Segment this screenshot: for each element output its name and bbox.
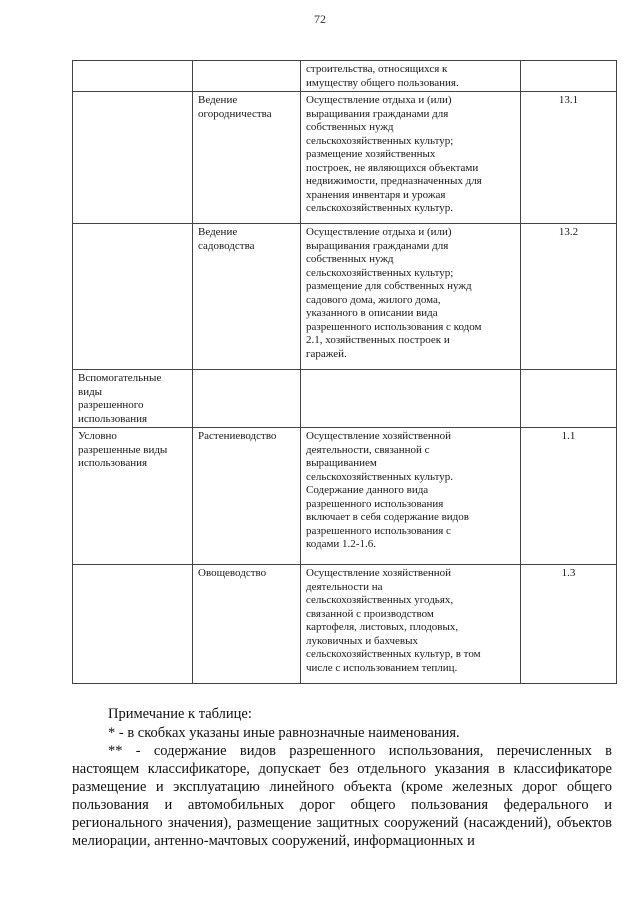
table-cell-group: Вспомогательные виды разрешенного использования xyxy=(73,370,193,428)
table-cell-group: Условно разрешенные виды использования xyxy=(73,428,193,565)
table-cell-group xyxy=(73,92,193,224)
table-cell-code: 1.3 xyxy=(521,565,617,684)
table-cell-code xyxy=(521,370,617,428)
table-row xyxy=(73,92,617,224)
page-number: 72 xyxy=(314,12,326,26)
table-cell-description: строительства, относящихся к имуществу общего пользования. xyxy=(301,61,521,92)
table-cell-type: Ведение огородничества xyxy=(193,92,301,224)
table-row xyxy=(73,61,617,92)
table-cell-description: Осуществление отдыха и (или) выращивания гражданами для собственных нужд сельскохозяйственных культур; размещение хозяйственных построек, не являющихся объектами недвижимости, предназначенных для хранения инвентаря и урожая сельскохозяйственных культур. xyxy=(301,92,521,224)
table-row xyxy=(73,428,617,565)
table-cell-group xyxy=(73,224,193,370)
table-row xyxy=(73,370,617,428)
table-cell-type xyxy=(193,61,301,92)
table-cell-description: Осуществление хозяйственной деятельности, связанной с выращиванием сельскохозяйственных культур. Содержание данного вида разрешенного использования включает в себя содержание видов разрешенного использования с кодами 1.2-1.6. xyxy=(301,428,521,565)
table-cell-group xyxy=(73,565,193,684)
table-cell-description xyxy=(301,370,521,428)
table-cell-type xyxy=(193,370,301,428)
table-cell-type: Растениеводство xyxy=(193,428,301,565)
table-cell-code: 1.1 xyxy=(521,428,617,565)
table-cell-code: 13.1 xyxy=(521,92,617,224)
table-cell-code xyxy=(521,61,617,92)
table-cell-type: Овощеводство xyxy=(193,565,301,684)
table-cell-description: Осуществление хозяйственной деятельности на сельскохозяйственных угодьях, связанной с производством картофеля, листовых, плодовых, луковичных и бахчевых сельскохозяйственных культур, в том числе с использованием теплиц. xyxy=(301,565,521,684)
table-cell-type: Ведение садоводства xyxy=(193,224,301,370)
land-use-table xyxy=(72,60,617,684)
table-row xyxy=(73,565,617,684)
note-single-asterisk: * - в скобках указаны иные равнозначные наименования. xyxy=(108,725,460,741)
table-row xyxy=(73,224,617,370)
table-cell-group xyxy=(73,61,193,92)
notes-title: Примечание к таблице: xyxy=(108,706,252,722)
note-double-asterisk: ** - содержание видов разрешенного использования, перечисленных в настоящем классификаторе, допускает без отдельного указания в классификаторе размещение и эксплуатацию линейного объекта (кроме железных дорог общего пользования и автомобильных дорог общего пользования федерального и регионального значения), размещение защитных сооружений (насаждений), объектов мелиорации, антенно-мачтовых сооружений, информационных и xyxy=(72,743,612,849)
table-cell-description: Осуществление отдыха и (или) выращивания гражданами для собственных нужд сельскохозяйственных культур; размещение для собственных нужд садового дома, жилого дома, указанного в описании вида разрешенного использования с кодом 2.1, хозяйственных построек и гаражей. xyxy=(301,224,521,370)
table-cell-code: 13.2 xyxy=(521,224,617,370)
